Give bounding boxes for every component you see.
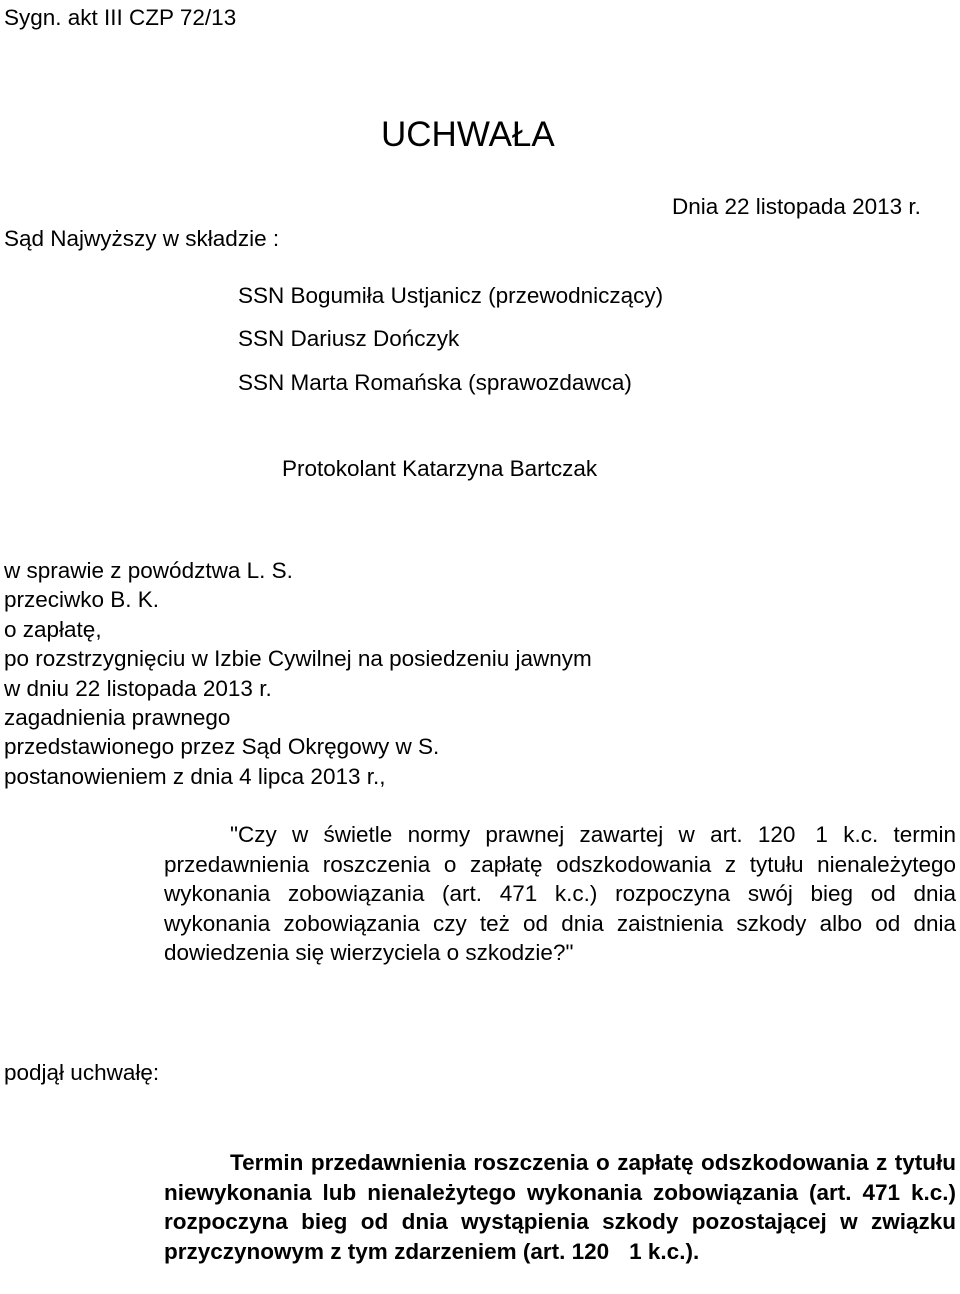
case-line: zagadnienia prawnego xyxy=(4,704,231,730)
case-line: w sprawie z powództwa L. S. xyxy=(4,558,293,583)
resolution-label: podjął uchwałę: xyxy=(4,1060,160,1085)
legal-question-part-2: 1 k.c. termin przedawnienia roszczenia o zapłatę odszkodowania z tytułu nienależytego wykonania zobowiązania (art. 471 k.c.) rozpoczyna swój bieg od dnia wykonania zobowiązania czy też od dnia zaistnienia szkody albo od dnia dowiedzenia się wierzyciela o szkodzie?" xyxy=(164,822,956,966)
resolution-text xyxy=(164,1148,956,1266)
case-line: po rozstrzygnięciu w Izbie Cywilnej na posiedzeniu jawnym xyxy=(4,646,592,672)
case-description xyxy=(4,556,592,791)
case-line: przeciwko B. K. xyxy=(4,587,160,613)
resolution-part-2: 1 k.c.). xyxy=(629,1238,700,1264)
legal-question-part-1: "Czy w świetle normy prawnej zawartej w art. 120 xyxy=(230,822,796,847)
case-line: postanowieniem z dnia 4 lipca 2013 r., xyxy=(4,763,386,789)
judge-3: SSN Marta Romańska (sprawozdawca) xyxy=(238,370,632,395)
judge-1: SSN Bogumiła Ustjanicz (przewodniczący) xyxy=(238,283,664,308)
clerk-line: Protokolant Katarzyna Bartczak xyxy=(282,456,598,481)
case-line: w dniu 22 listopada 2013 r. xyxy=(4,675,272,701)
judge-2: SSN Dariusz Dończyk xyxy=(238,326,460,351)
legal-question xyxy=(164,820,956,968)
court-composition-label: Sąd Najwyższy w składzie : xyxy=(4,226,280,251)
document-date: Dnia 22 listopada 2013 r. xyxy=(672,194,921,219)
case-line: o zapłatę, xyxy=(4,616,102,642)
resolution-part-1: Termin przedawnienia roszczenia o zapłatę odszkodowania z tytułu niewykonania lub nienależytego wykonania zobowiązania (art. 471 k.c.) rozpoczyna bieg od dnia wystąpienia szkody pozostającej w związku przyczynowym z tym zdarzeniem (art. 120 xyxy=(164,1150,956,1264)
case-signature: Sygn. akt III CZP 72/13 xyxy=(4,5,237,30)
case-line: przedstawionego przez Sąd Okręgowy w S. xyxy=(4,734,440,760)
document-title: UCHWAŁA xyxy=(381,115,555,154)
